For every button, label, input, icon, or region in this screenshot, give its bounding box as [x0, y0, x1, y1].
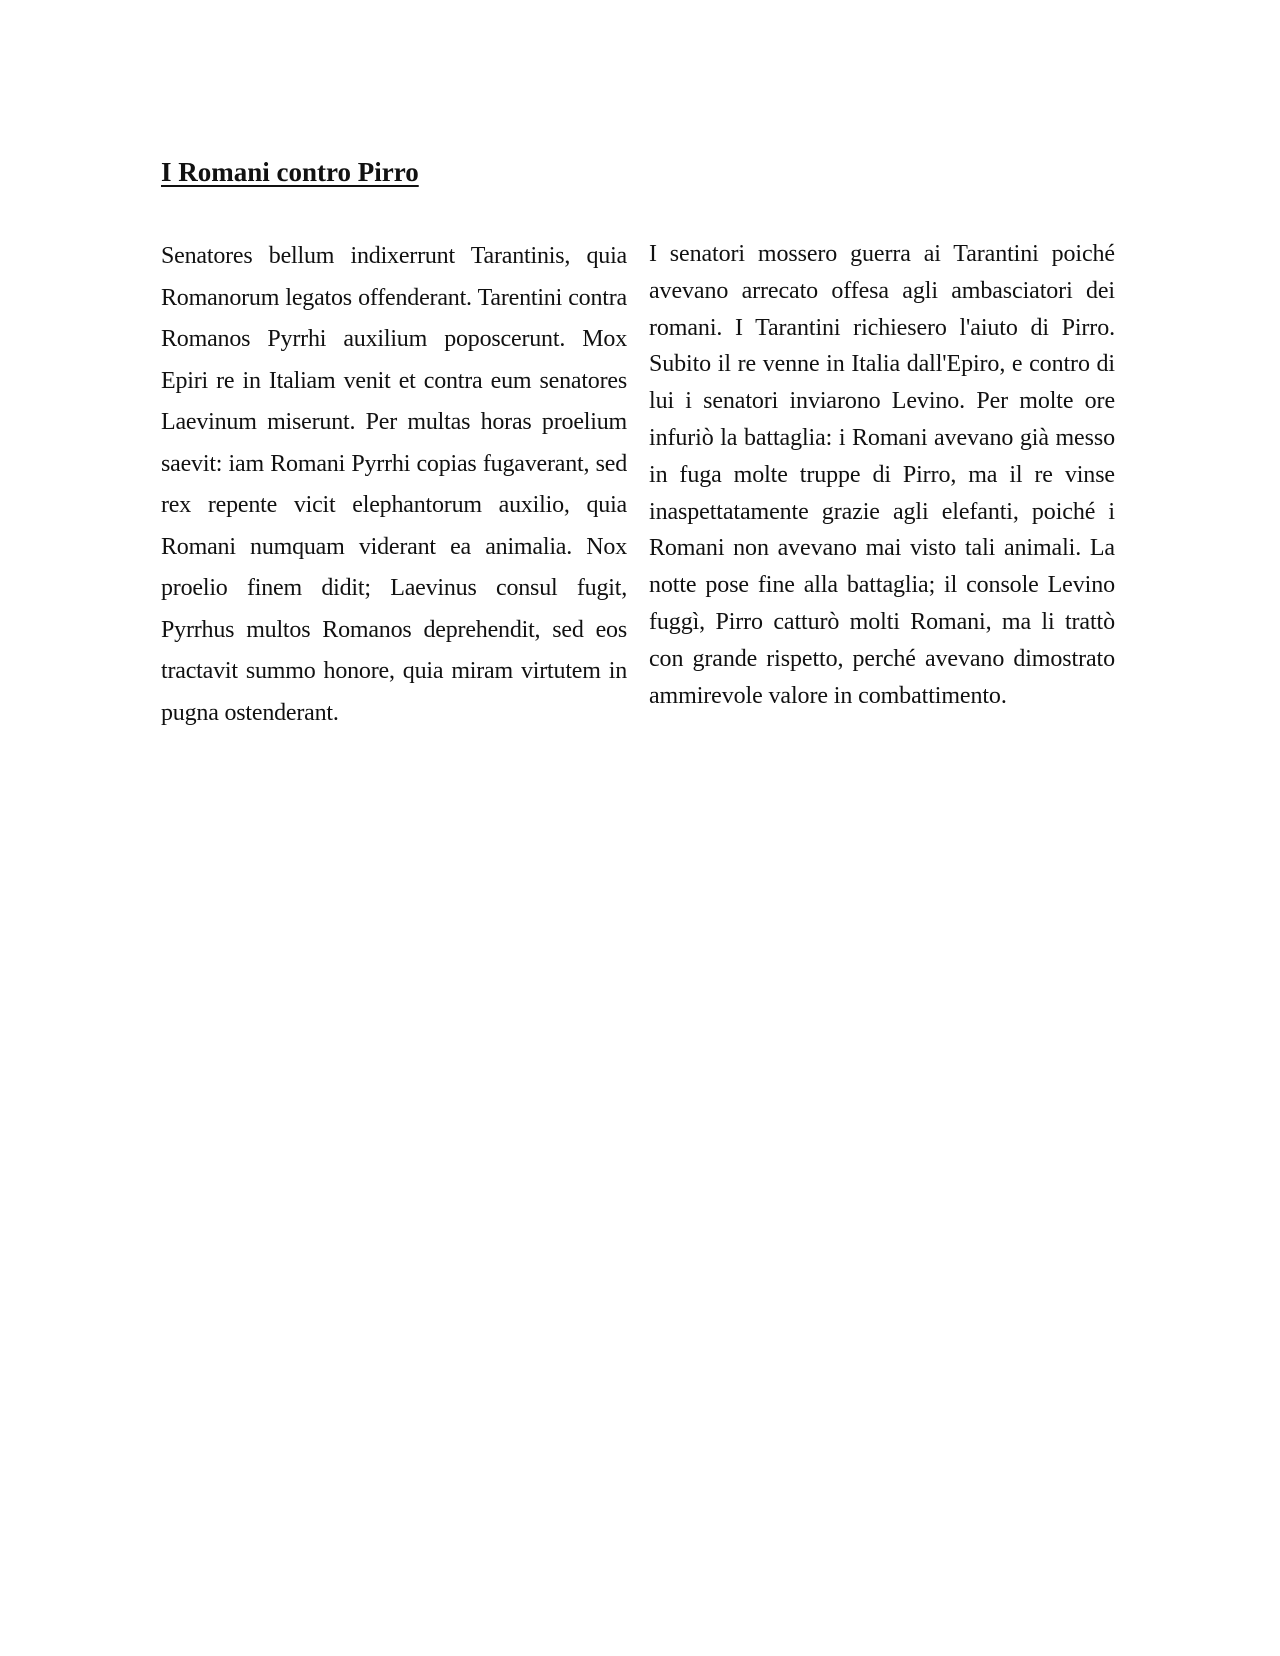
latin-text-column: Senatores bellum indixerrunt Tarantinis, quia Romanorum legatos offenderant. Tarentini contra Romanos Pyrrhi auxilium poposcerunt. Mox Epiri re in Italiam venit et contra eum senatores Laevinum miserunt. Per multas horas proelium saevit: iam Romani Pyrrhi copias fugaverant, sed rex repente vicit elephantorum auxilio, quia Romani numquam viderant ea animalia. Nox proelio finem didit; Laevinus consul fugit, Pyrrhus multos Romanos deprehendit, sed eos tractavit summo honore, quia miram virtutem in pugna ostenderant.: [161, 243, 627, 726]
document-title: I Romani contro Pirro: [161, 157, 419, 187]
italian-translation-column: I senatori mossero guerra ai Tarantini poiché avevano arrecato offesa agli ambasciatori dei romani. I Tarantini richiesero l'aiuto di Pirro. Subito il re venne in Italia dall'Epiro, e contro di lui i senatori inviarono Levino. Per molte ore infuriò la battaglia: i Romani avevano già messo in fuga molte truppe di Pirro, ma il re vinse inaspettatamente grazie agli elefanti, poiché i Romani non avevano mai visto tali animali. La notte pose fine alla battaglia; il console Levino fuggì, Pirro catturò molti Romani, ma li trattò con grande rispetto, perché avevano dimostrato ammirevole valore in combattimento.: [649, 241, 1115, 709]
